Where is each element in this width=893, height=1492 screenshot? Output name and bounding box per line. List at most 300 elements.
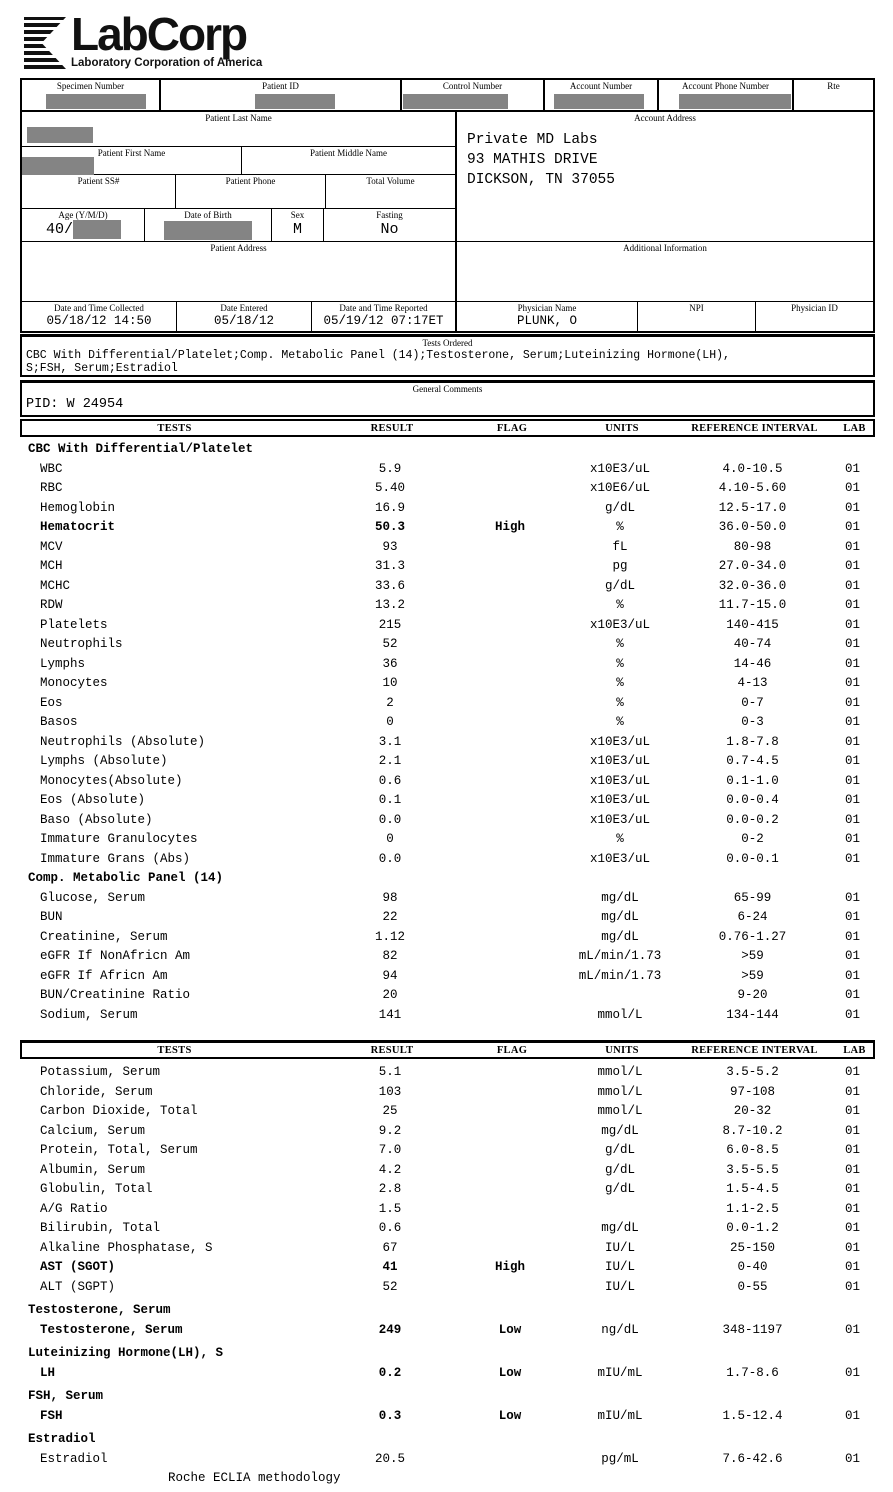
total-volume-cell	[326, 175, 455, 208]
reference-interval-cell: 134-144	[726, 1007, 779, 1022]
group-header-row: FSH, Serum	[28, 1389, 104, 1403]
test-name-cell: Monocytes(Absolute)	[40, 773, 183, 788]
flag-cell	[455, 479, 565, 499]
specimen-number-cell	[22, 80, 161, 110]
test-name-cell: Glucose, Serum	[40, 890, 146, 905]
reference-interval-cell: >59	[741, 949, 764, 963]
lab-cell: 01	[844, 481, 860, 495]
fasting-value: No	[380, 221, 399, 238]
patient-address-cell	[22, 242, 455, 302]
test-name-cell: Bilirubin, Total	[40, 1221, 161, 1235]
group-header-row: Luteinizing Hormone(LH), S	[28, 1346, 224, 1360]
reference-interval-cell: 0.0-0.2	[726, 812, 779, 827]
result-cell: 25	[382, 1104, 398, 1118]
result-cell: 93	[382, 539, 398, 554]
test-result-row	[20, 1083, 875, 1103]
flag-cell	[455, 557, 565, 577]
col-flag-header: FLAG	[496, 422, 528, 434]
reference-interval-cell: 7.6-42.6	[722, 1451, 783, 1466]
col-tests-header: TESTS	[157, 1044, 192, 1056]
specimen-number-redaction	[46, 94, 146, 109]
reference-interval-cell: 1.5-4.5	[726, 1182, 779, 1196]
test-result-row	[20, 1407, 875, 1427]
lab-cell: 01	[844, 1365, 860, 1380]
methodology-note-row: Roche ECLIA methodology	[168, 1471, 341, 1485]
result-cell: 50.3	[374, 520, 405, 534]
col-result-header: RESULT	[370, 422, 414, 434]
physician-name-label: Physician Name	[517, 303, 577, 313]
units-cell: mmol/L	[597, 1084, 643, 1099]
flag-cell	[455, 1141, 565, 1161]
flag-cell	[455, 791, 565, 811]
account-address-line2: DICKSON, TN 37055	[467, 172, 615, 188]
test-name-cell: Estradiol	[40, 1451, 108, 1466]
test-name-cell: BUN	[40, 910, 63, 924]
flag-cell: Low	[498, 1408, 522, 1423]
flag-cell	[455, 1219, 565, 1239]
test-name-cell: ALT (SGPT)	[40, 1279, 116, 1294]
flag-cell	[455, 967, 565, 987]
lab-cell: 01	[844, 988, 860, 1002]
sex-cell	[272, 209, 324, 241]
test-name-cell: MCHC	[40, 578, 71, 593]
date-entered-value: 05/18/12	[213, 314, 274, 328]
lab-cell: 01	[844, 578, 860, 593]
date-entered-cell	[177, 302, 312, 331]
col-reference-header: REFERENCE INTERVAL	[691, 1044, 818, 1056]
flag-cell	[455, 1180, 565, 1200]
flag-cell	[455, 460, 565, 480]
units-cell: g/dL	[604, 1143, 635, 1157]
reference-interval-cell: 6-24	[737, 910, 768, 924]
patient-ss-label: Patient SS#	[77, 176, 120, 186]
lab-cell: 01	[844, 500, 860, 515]
result-cell: 0	[386, 832, 394, 846]
test-result-row	[20, 1102, 875, 1122]
result-cell: 13.2	[374, 598, 405, 612]
units-cell: mmol/L	[597, 1007, 643, 1022]
tests-ordered-line2: S;FSH, Serum;Estradiol	[26, 362, 178, 375]
units-cell	[565, 986, 675, 1006]
group-header-row: Estradiol	[28, 1432, 96, 1446]
test-name-cell: Carbon Dioxide, Total	[40, 1104, 198, 1118]
col-units-header: UNITS	[605, 1044, 639, 1056]
result-cell: 9.2	[378, 1123, 402, 1138]
test-name-cell: Creatinine, Serum	[40, 929, 168, 944]
flag-cell	[455, 616, 565, 636]
test-result-row	[20, 1180, 875, 1200]
additional-information-label: Additional Information	[623, 243, 707, 253]
units-cell: %	[616, 695, 624, 710]
test-result-row	[20, 635, 875, 655]
specimen-number-label: Specimen Number	[56, 81, 125, 91]
test-result-row	[20, 1321, 875, 1341]
result-cell: 7.0	[378, 1143, 402, 1157]
labcorp-logo	[24, 8, 263, 69]
reference-interval-cell: 80-98	[733, 539, 772, 554]
group-header-row: CBC With Differential/Platelet	[28, 442, 254, 456]
units-cell: mg/dL	[601, 1123, 639, 1138]
lab-cell: 01	[844, 1279, 860, 1294]
result-cell: 22	[382, 910, 398, 924]
lab-cell: 01	[844, 695, 860, 710]
result-cell: 1.12	[374, 929, 405, 944]
col-units-header: UNITS	[605, 422, 639, 434]
result-cell: 249	[378, 1322, 402, 1337]
test-result-row	[20, 499, 875, 519]
lab-cell: 01	[844, 676, 860, 690]
test-result-row	[20, 772, 875, 792]
test-result-row	[20, 928, 875, 948]
reference-interval-cell: 9-20	[737, 988, 768, 1002]
test-name-cell: Eos	[40, 695, 63, 710]
test-result-row	[20, 479, 875, 499]
patient-ss-cell	[22, 175, 176, 208]
test-name-cell: Calcium, Serum	[40, 1123, 146, 1138]
result-cell: 94	[382, 968, 398, 983]
test-result-row	[20, 460, 875, 480]
lab-cell: 01	[844, 1451, 860, 1466]
reference-interval-cell: 3.5-5.5	[726, 1162, 779, 1177]
col-lab-header: LAB	[843, 1044, 866, 1056]
units-cell: IU/L	[604, 1260, 635, 1274]
reference-interval-cell: 20-32	[733, 1104, 772, 1118]
units-cell: g/dL	[604, 500, 635, 515]
tests-ordered-label: Tests Ordered	[422, 338, 473, 348]
result-cell: 5.40	[374, 481, 405, 495]
flag-cell	[455, 947, 565, 967]
total-volume-label: Total Volume	[366, 176, 415, 186]
tests-ordered-line1: CBC With Differential/Platelet;Comp. Metabolic Panel (14);Testosterone, Serum;Luteinizing Hormone(LH),	[26, 349, 730, 362]
flag-cell	[455, 850, 565, 870]
test-name-cell: WBC	[40, 461, 63, 476]
test-result-row	[20, 889, 875, 909]
lab-cell: 01	[844, 1007, 860, 1022]
test-result-row	[20, 733, 875, 753]
lab-cell: 01	[844, 1240, 860, 1255]
result-cell: 98	[382, 890, 398, 905]
patient-id-cell	[161, 80, 402, 110]
age-label: Age (Y/M/D)	[58, 210, 108, 220]
test-result-row	[20, 1258, 875, 1278]
reference-interval-cell: 1.8-7.8	[726, 734, 779, 749]
patient-last-name-redaction	[27, 127, 93, 143]
test-result-row	[20, 577, 875, 597]
test-name-cell: Hematocrit	[40, 520, 116, 534]
test-result-row	[20, 1161, 875, 1181]
test-name-cell: eGFR If Africn Am	[40, 968, 168, 983]
lab-cell: 01	[844, 734, 860, 749]
result-cell: 52	[382, 1279, 398, 1294]
reference-interval-cell: 0-7	[741, 695, 764, 710]
test-result-row	[20, 908, 875, 928]
flag-cell	[455, 1161, 565, 1181]
units-cell: x10E3/uL	[589, 812, 650, 827]
test-name-cell: Protein, Total, Serum	[40, 1143, 198, 1157]
lab-cell: 01	[844, 1221, 860, 1235]
units-cell: mL/min/1.73	[578, 949, 662, 963]
flag-cell	[455, 1122, 565, 1142]
physician-id-label: Physician ID	[791, 303, 838, 313]
test-name-cell: Hemoglobin	[40, 500, 116, 515]
account-phone-redaction	[679, 94, 791, 109]
reference-interval-cell: 6.0-8.5	[726, 1143, 779, 1157]
results-table1-header	[20, 419, 875, 437]
result-cell: 41	[382, 1260, 398, 1274]
col-tests-header: TESTS	[157, 422, 192, 434]
flag-cell	[455, 1083, 565, 1103]
test-result-row	[20, 1141, 875, 1161]
col-reference-header: REFERENCE INTERVAL	[691, 422, 818, 434]
units-cell	[565, 1200, 675, 1220]
units-cell: mL/min/1.73	[578, 968, 662, 983]
lab-cell: 01	[844, 773, 860, 788]
control-number-cell	[402, 80, 545, 110]
result-cell: 10	[382, 676, 398, 690]
lab-cell: 01	[844, 637, 860, 651]
test-result-row	[20, 655, 875, 675]
dob-cell	[145, 209, 272, 241]
test-name-cell: RDW	[40, 598, 63, 612]
flag-cell	[455, 577, 565, 597]
age-cell	[22, 209, 145, 241]
test-name-cell: Albumin, Serum	[40, 1162, 146, 1177]
fasting-label: Fasting	[376, 210, 403, 220]
dob-redaction	[164, 221, 252, 240]
result-cell: 52	[382, 637, 398, 651]
units-cell: %	[616, 832, 624, 846]
test-result-row	[20, 850, 875, 870]
lab-cell: 01	[844, 793, 860, 807]
flag-cell	[455, 1063, 565, 1083]
units-cell: x10E3/uL	[589, 793, 650, 807]
test-result-row	[20, 518, 875, 538]
result-cell: 0.6	[378, 773, 402, 788]
reference-interval-cell: 0.76-1.27	[718, 929, 787, 944]
reference-interval-cell: 12.5-17.0	[718, 500, 787, 515]
rte-label: Rte	[827, 81, 840, 91]
units-cell: pg/mL	[601, 1451, 639, 1466]
flag-cell	[455, 694, 565, 714]
test-result-row	[20, 1063, 875, 1083]
test-result-row	[20, 752, 875, 772]
patient-info-form	[20, 78, 875, 333]
result-cell: 31.3	[374, 559, 405, 573]
sex-label: Sex	[290, 210, 305, 220]
control-number-label: Control Number	[442, 81, 503, 91]
flag-cell	[455, 1278, 565, 1298]
lab-cell: 01	[844, 539, 860, 554]
flag-cell	[455, 635, 565, 655]
lab-cell: 01	[844, 832, 860, 846]
flag-cell	[455, 713, 565, 733]
flag-cell: High	[494, 1260, 525, 1274]
result-cell: 0.6	[378, 1221, 402, 1235]
reference-interval-cell: 97-108	[729, 1084, 775, 1099]
reference-interval-cell: 0-3	[741, 715, 764, 729]
reference-interval-cell: >59	[741, 968, 764, 983]
patient-id-label: Patient ID	[262, 81, 299, 91]
general-comments-label: General Comments	[412, 384, 483, 394]
lab-cell: 01	[844, 1084, 860, 1099]
reference-interval-cell: 36.0-50.0	[718, 520, 787, 534]
test-name-cell: Testosterone, Serum	[40, 1322, 183, 1337]
units-cell: IU/L	[604, 1279, 635, 1294]
test-result-row	[20, 967, 875, 987]
units-cell: mmol/L	[597, 1104, 643, 1118]
fasting-cell	[324, 209, 455, 241]
reference-interval-cell: 1.1-2.5	[726, 1201, 779, 1216]
units-cell: mIU/mL	[597, 1408, 643, 1423]
flag-cell	[455, 772, 565, 792]
reference-interval-cell: 0.0-1.2	[726, 1221, 779, 1235]
lab-cell: 01	[844, 949, 860, 963]
flag-cell: Low	[498, 1365, 522, 1380]
test-name-cell: LH	[40, 1365, 56, 1380]
group-header-row: Comp. Metabolic Panel (14)	[28, 871, 224, 885]
header-fields-row	[22, 80, 873, 112]
units-cell: mg/dL	[601, 890, 639, 905]
result-cell: 5.1	[378, 1065, 402, 1079]
lab-cell: 01	[844, 1104, 860, 1118]
results-table2-body	[20, 1063, 875, 1489]
test-name-cell: Baso (Absolute)	[40, 812, 153, 827]
date-entered-label: Date Entered	[220, 303, 268, 313]
reference-interval-cell: 1.5-12.4	[722, 1408, 783, 1423]
test-name-cell: Immature Granulocytes	[40, 832, 198, 846]
units-cell: fL	[612, 539, 628, 554]
results-table2-header	[20, 1040, 875, 1059]
test-name-cell: MCH	[40, 559, 63, 573]
lab-cell: 01	[844, 1143, 860, 1157]
reference-interval-cell: 25-150	[729, 1240, 775, 1255]
reference-interval-cell: 1.7-8.6	[726, 1365, 779, 1380]
test-name-cell: Alkaline Phosphatase, S	[40, 1240, 213, 1255]
units-cell: x10E3/uL	[589, 617, 650, 632]
result-cell: 2.8	[378, 1182, 402, 1196]
reference-interval-cell: 14-46	[733, 656, 772, 671]
patient-address-label: Patient Address	[210, 243, 267, 253]
result-cell: 20.5	[374, 1451, 405, 1466]
test-name-cell: Neutrophils (Absolute)	[40, 734, 206, 749]
dna-helix-icon	[24, 17, 66, 69]
result-cell: 2	[386, 695, 394, 710]
result-cell: 103	[378, 1084, 402, 1099]
npi-label: NPI	[689, 303, 704, 313]
lab-cell: 01	[844, 968, 860, 983]
result-cell: 141	[378, 1007, 402, 1022]
reference-interval-cell: 0.0-0.4	[726, 793, 779, 807]
account-column	[457, 112, 873, 331]
result-cell: 4.2	[378, 1162, 402, 1177]
test-name-cell: A/G Ratio	[40, 1201, 108, 1216]
result-cell: 36	[382, 656, 398, 671]
additional-information-cell	[457, 242, 873, 302]
test-result-row	[20, 791, 875, 811]
flag-cell	[455, 596, 565, 616]
date-reported-label: Date and Time Reported	[339, 303, 428, 313]
test-name-cell: Lymphs	[40, 656, 86, 671]
account-address-cell	[457, 112, 873, 242]
test-result-row	[20, 830, 875, 850]
reference-interval-cell: 8.7-10.2	[722, 1123, 783, 1138]
flag-cell	[455, 1450, 565, 1470]
lab-cell: 01	[844, 851, 860, 866]
patient-middle-name-label: Patient Middle Name	[310, 148, 387, 158]
patient-last-name-label: Patient Last Name	[205, 113, 272, 123]
test-name-cell: Chloride, Serum	[40, 1084, 153, 1099]
result-cell: 0.3	[378, 1408, 402, 1423]
flag-cell	[455, 889, 565, 909]
flag-cell	[455, 752, 565, 772]
units-cell: mg/dL	[601, 1221, 639, 1235]
test-name-cell: eGFR If NonAfricn Am	[40, 949, 191, 963]
account-address-line1: 93 MATHIS DRIVE	[467, 152, 598, 168]
units-cell: x10E3/uL	[589, 754, 650, 768]
physician-name-value: PLUNK, O	[516, 314, 577, 328]
test-result-row	[20, 713, 875, 733]
units-cell: x10E3/uL	[589, 461, 650, 476]
flag-cell	[455, 1006, 565, 1026]
flag-cell	[455, 986, 565, 1006]
reference-interval-cell: 348-1197	[722, 1322, 783, 1337]
test-name-cell: Lymphs (Absolute)	[40, 754, 168, 768]
test-name-cell: Immature Grans (Abs)	[40, 851, 191, 866]
units-cell: x10E3/uL	[589, 734, 650, 749]
account-phone-cell	[659, 80, 794, 110]
test-result-row	[20, 1450, 875, 1470]
units-cell: %	[616, 598, 624, 612]
lab-cell: 01	[844, 1260, 860, 1274]
test-name-cell: Eos (Absolute)	[40, 793, 146, 807]
patient-phone-cell	[176, 175, 326, 208]
lab-cell: 01	[844, 929, 860, 944]
control-number-redaction	[403, 94, 508, 109]
test-result-row	[20, 1219, 875, 1239]
result-cell: 16.9	[374, 500, 405, 515]
patient-column	[22, 112, 457, 331]
units-cell: %	[616, 637, 624, 651]
reference-interval-cell: 4.0-10.5	[722, 461, 783, 476]
date-reported-cell	[312, 302, 455, 331]
general-comments-box	[20, 380, 875, 417]
date-collected-cell	[22, 302, 177, 331]
account-number-cell	[545, 80, 659, 110]
test-result-row	[20, 694, 875, 714]
test-result-row	[20, 1200, 875, 1220]
result-cell: 0.0	[378, 851, 402, 866]
reference-interval-cell: 0-40	[737, 1260, 768, 1274]
sex-value: M	[292, 221, 302, 238]
account-number-redaction	[554, 94, 644, 109]
account-name: Private MD Labs	[467, 132, 598, 148]
col-lab-header: LAB	[843, 422, 866, 434]
results-table1-body	[20, 440, 875, 1025]
date-collected-label: Date and Time Collected	[54, 303, 144, 313]
test-name-cell: Platelets	[40, 617, 108, 632]
lab-cell: 01	[844, 1065, 860, 1079]
flag-cell	[455, 811, 565, 831]
flag-cell	[455, 908, 565, 928]
result-cell: 0.2	[378, 1365, 402, 1380]
test-result-row	[20, 674, 875, 694]
reference-interval-cell: 4.10-5.60	[718, 481, 787, 495]
test-name-cell: Neutrophils	[40, 637, 123, 651]
flag-cell	[455, 1239, 565, 1259]
test-result-row	[20, 947, 875, 967]
units-cell: mmol/L	[597, 1065, 643, 1079]
units-cell: %	[616, 676, 624, 690]
